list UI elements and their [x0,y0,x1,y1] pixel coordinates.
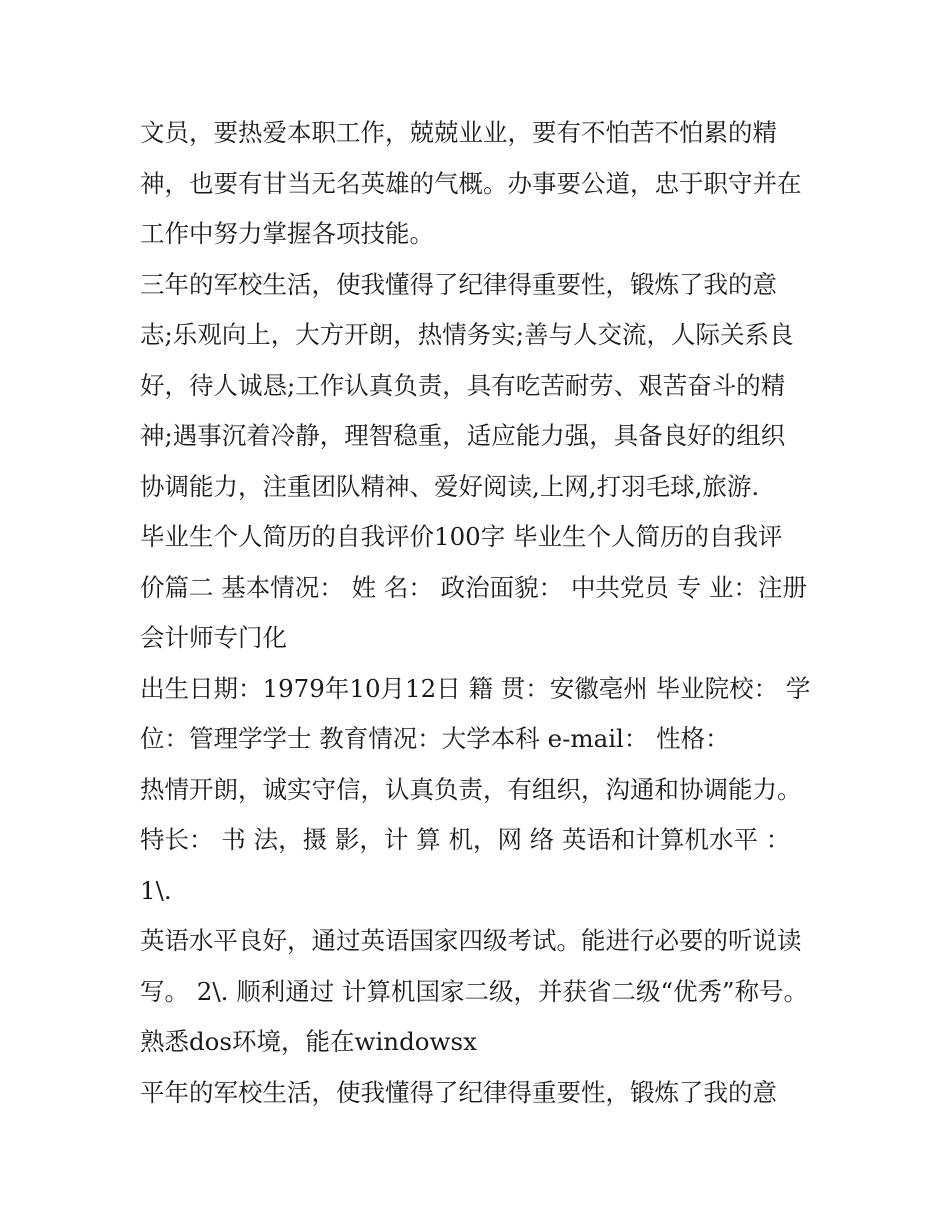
text-line: 工作中努力掌握各项技能。 [140,219,434,248]
text-line: 热情开朗，诚实守信，认真负责，有组织，沟通和协调能力。 [140,774,802,804]
text-line: 志;乐观向上，大方开朗，热情务实;善与人交流，人际关系良 [140,320,794,349]
text-line: 熟悉dos环境，能在windowsx [140,1027,477,1056]
text-line: 神，也要有甘当无名英雄的气概。办事要公道，忠于职守并在 [140,168,802,198]
text-line: 毕业生个人简历的自我评价100字 毕业生个人简历的自我评 [140,522,783,551]
text-line: 出生日期：1979年10月12日 籍 贯：安徽亳州 毕业院校： 学 [140,673,811,703]
text-line: 写。 2\. 顺利通过 计算机国家二级，并获省二级“优秀”称号。 [140,976,809,1006]
text-line: 特长： 书 法，摄 影，计 算 机，网 络 英语和计算机水平 ： [140,825,791,854]
text-line: 神;遇事沉着冷静，理智稳重，适应能力强，具备良好的组织 [140,421,786,450]
text-line: 文员，要热爱本职工作，兢兢业业，要有不怕苦不怕累的精 [140,118,777,147]
text-line: 协调能力，注重团队精神、爱好阅读,上网,打羽毛球,旅游. [140,471,760,501]
text-line: 三年的军校生活，使我懂得了纪律得重要性，锻炼了我的意 [140,269,777,299]
text-line: 平年的军校生活，使我懂得了纪律得重要性，锻炼了我的意 [140,1077,777,1107]
document-body [140,108,820,1118]
text-line: 价篇二 基本情况： 姓 名： 政治面貌： 中共党员 专 业：注册 [140,572,808,602]
text-line: 英语水平良好，通过英语国家四级考试。能进行必要的听说读 [140,926,802,955]
text-line: 好，待人诚恳;工作认真负责，具有吃苦耐劳、艰苦奋斗的精 [140,370,786,400]
text-line: 1\. [140,875,172,905]
text-line: 会计师专门化 [140,623,287,652]
text-line: 位：管理学学士 教育情况：大学本科 e-mail： 性格： [140,724,730,753]
